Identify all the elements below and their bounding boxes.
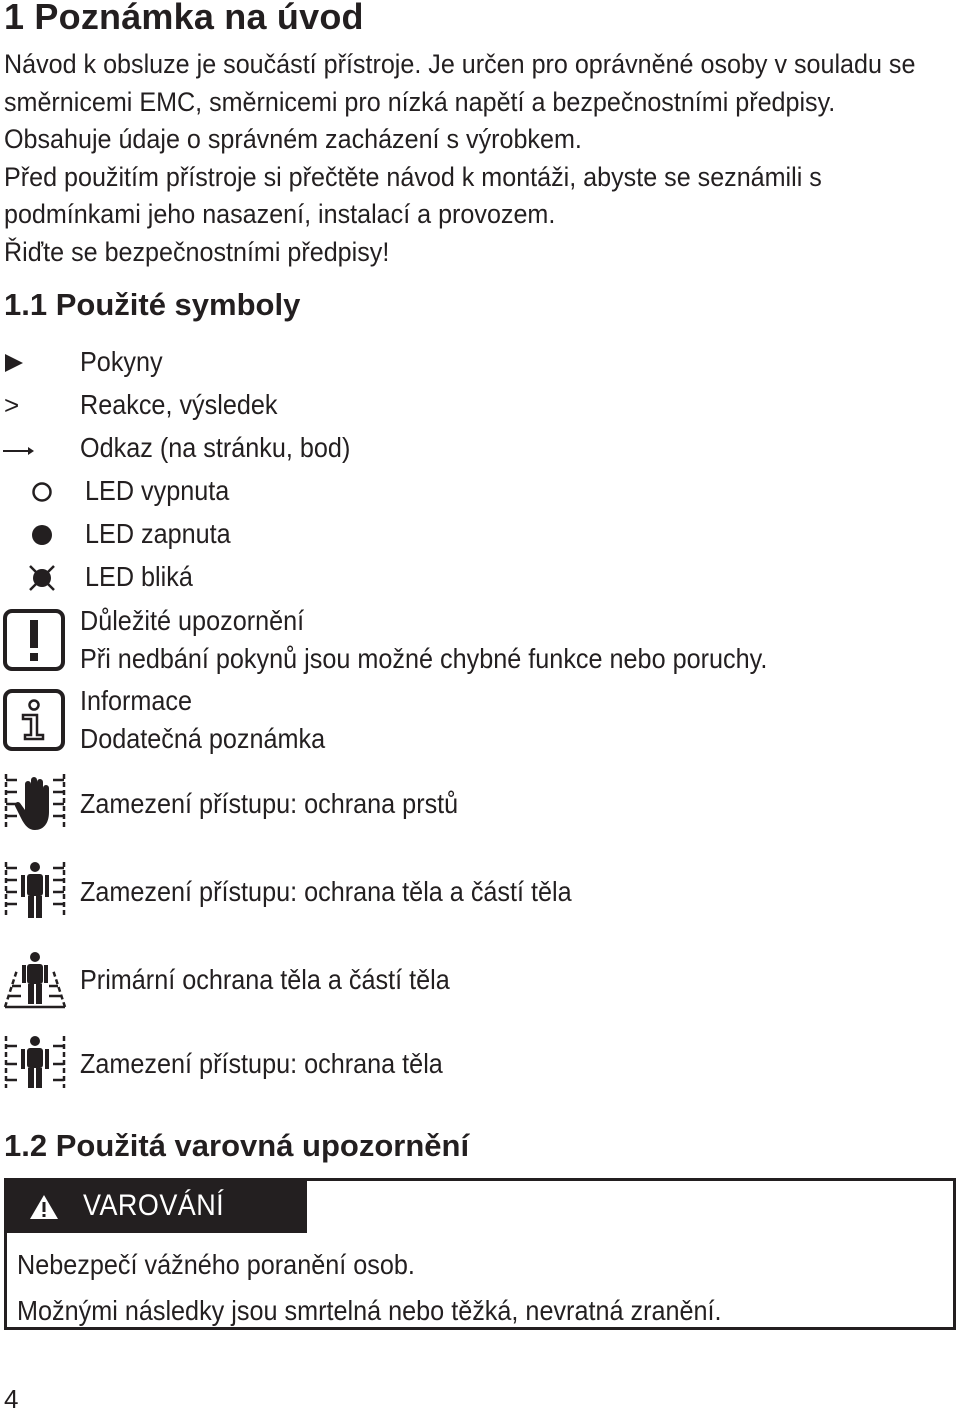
- symbol-label: Pokyny: [80, 346, 163, 377]
- instruction-triangle-icon: [0, 344, 70, 384]
- led-on-icon: [0, 516, 70, 556]
- arrow-right-icon: [0, 430, 70, 470]
- greater-than-icon: >: [4, 390, 20, 420]
- symbol-description: Dodatečná poznámka: [80, 723, 326, 754]
- warning-label: VAROVÁNÍ: [83, 1189, 225, 1222]
- intro-line: Řiďte se bezpečnostními předpisy!: [4, 236, 390, 267]
- intro-line: Návod k obsluze je součástí přístroje. Je určen pro oprávněné osoby v souladu se: [4, 49, 916, 79]
- body-protection-icon: [3, 1034, 67, 1090]
- warning-triangle-icon: [29, 1194, 59, 1220]
- section-title: 1 Poznámka na úvod: [4, 0, 364, 37]
- body-parts-protection-icon: [3, 860, 67, 920]
- symbol-label: Zamezení přístupu: ochrana těla a částí těla: [80, 876, 572, 907]
- led-blinking-icon: [0, 559, 70, 599]
- warning-header: [7, 1181, 307, 1233]
- intro-line: Před použitím přístroje si přečtěte návod k montáži, abyste se seznámili s: [4, 161, 822, 192]
- symbol-label: LED zapnuta: [85, 518, 231, 549]
- page-number: 4: [4, 1384, 19, 1414]
- symbol-label: LED vypnuta: [85, 475, 230, 506]
- primary-body-protection-icon: [3, 950, 67, 1010]
- symbol-label: Reakce, výsledek: [80, 389, 278, 420]
- important-note-icon: [3, 609, 65, 671]
- symbol-label: Zamezení přístupu: ochrana prstů: [80, 788, 459, 819]
- warning-text: Nebezpečí vážného poranění osob.: [17, 1249, 415, 1280]
- warnings-heading: 1.2 Použitá varovná upozornění: [4, 1128, 470, 1163]
- warning-box: [4, 1178, 956, 1330]
- intro-line: Obsahuje údaje o správném zacházení s výrobkem.: [4, 124, 582, 154]
- finger-protection-icon: [3, 772, 67, 832]
- symbol-label: Důležité upozornění: [80, 605, 305, 636]
- symbol-label: Zamezení přístupu: ochrana těla: [80, 1048, 443, 1079]
- symbol-label: Odkaz (na stránku, bod): [80, 432, 351, 463]
- symbol-label: LED bliká: [85, 561, 193, 592]
- symbols-heading: 1.1 Použité symboly: [4, 287, 301, 322]
- intro-line: směrnicemi EMC, směrnicemi pro nízká napětí a bezpečnostními předpisy.: [4, 86, 836, 117]
- warning-text: Možnými následky jsou smrtelná nebo těžká, nevratná zranění.: [17, 1295, 722, 1326]
- intro-line: podmínkami jeho nasazení, instalací a provozem.: [4, 199, 556, 229]
- symbol-label: Primární ochrana těla a částí těla: [80, 964, 450, 995]
- symbol-description: Při nedbání pokynů jsou možné chybné funkce nebo poruchy.: [80, 643, 768, 674]
- led-off-icon: [0, 473, 70, 513]
- info-icon: [3, 689, 65, 751]
- symbol-label: Informace: [80, 685, 193, 716]
- intro-paragraph: [4, 46, 916, 271]
